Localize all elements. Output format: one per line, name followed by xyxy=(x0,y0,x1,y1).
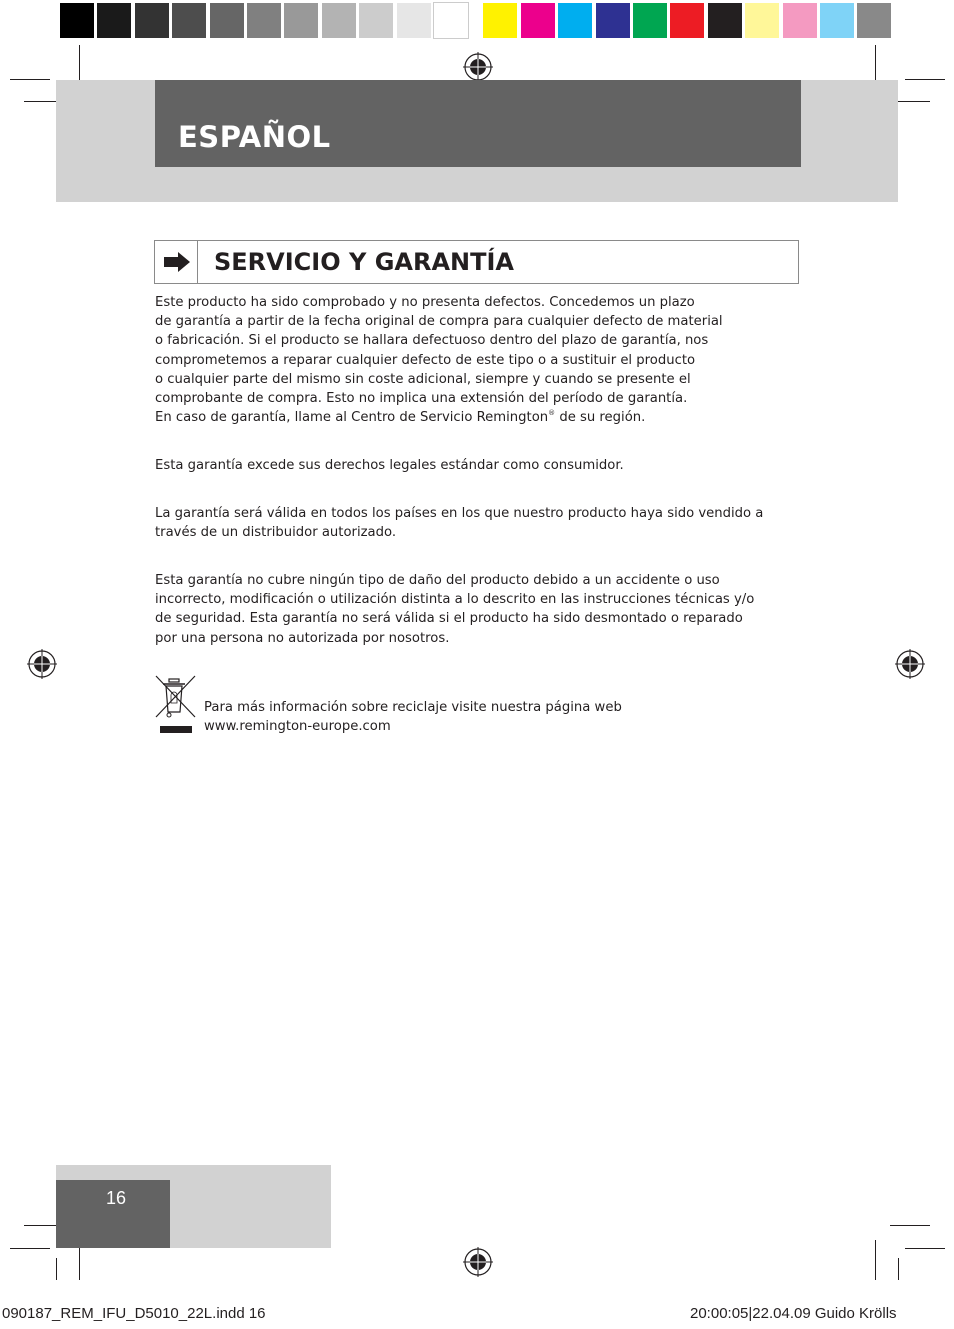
text-line: o cualquier parte del mismo sin coste adicional, siempre y cuando se presente el xyxy=(155,371,691,387)
recycling-info xyxy=(204,698,622,736)
crop-mark xyxy=(10,1248,50,1249)
color-swatch xyxy=(596,3,630,38)
color-swatch xyxy=(820,3,854,38)
registration-mark-icon xyxy=(462,51,494,83)
color-swatch xyxy=(434,3,468,38)
page-number: 16 xyxy=(106,1188,127,1208)
color-swatch xyxy=(97,3,131,38)
section-title: SERVICIO Y GARANTÍA xyxy=(214,248,514,276)
print-slug-timestamp: 20:00:05|22.04.09 Guido Krölls xyxy=(690,1305,897,1322)
color-swatch xyxy=(708,3,742,38)
text-line: Este producto ha sido comprobado y no presenta defectos. Concedemos un plazo xyxy=(155,295,695,310)
text-line: comprobante de compra. Esto no implica una extensión del período de garantía. xyxy=(155,391,688,407)
text-line: de seguridad. Esta garantía no será válida si el producto ha sido desmontado o reparado xyxy=(155,611,743,627)
crop-mark xyxy=(56,1258,57,1280)
crop-mark xyxy=(875,1240,876,1280)
color-swatch xyxy=(783,3,817,38)
crop-mark xyxy=(898,1258,899,1280)
color-swatch xyxy=(521,3,555,38)
section-arrow-box xyxy=(155,241,198,283)
text-line: comprometemos a reparar cualquier defecto de este tipo o a sustituir el producto xyxy=(155,352,696,368)
crop-mark xyxy=(905,79,945,80)
warranty-paragraph-4 xyxy=(155,571,795,648)
color-swatch xyxy=(483,3,517,38)
color-swatch xyxy=(670,3,704,38)
color-swatch xyxy=(210,3,244,38)
color-swatch xyxy=(558,3,592,38)
section-heading xyxy=(154,240,799,284)
color-swatch xyxy=(397,3,431,38)
color-swatch xyxy=(247,3,281,38)
language-title: ESPAÑOL xyxy=(178,120,331,154)
text-fragment: de su región. xyxy=(555,410,646,426)
crop-mark xyxy=(905,1248,945,1249)
color-calibration-bar xyxy=(58,0,898,40)
registration-mark-icon xyxy=(894,648,926,680)
color-swatch xyxy=(359,3,393,38)
text-line xyxy=(155,408,795,427)
color-swatch xyxy=(857,3,891,38)
registration-mark-icon xyxy=(26,648,58,680)
color-swatch xyxy=(322,3,356,38)
recycling-text: Para más información sobre reciclaje visite nuestra página web xyxy=(204,700,622,715)
color-swatch xyxy=(60,3,94,38)
registration-mark-icon xyxy=(462,1246,494,1278)
warranty-paragraph-3 xyxy=(155,504,795,542)
crop-mark xyxy=(890,1225,930,1226)
text-line: Esta garantía excede sus derechos legales estándar como consumidor. xyxy=(155,458,624,473)
text-fragment: En caso de garantía, llame al Centro de Servicio Remington xyxy=(155,410,549,426)
website-url: www.remington-europe.com xyxy=(204,719,391,735)
text-line: por una persona no autorizada por nosotros. xyxy=(155,630,450,646)
text-line: través de un distribuidor autorizado. xyxy=(155,525,397,541)
color-swatch xyxy=(172,3,206,38)
text-line: incorrecto, modificación o utilización distinta a lo descrito en las instrucciones técnicas y/o xyxy=(155,592,755,608)
registered-trademark: ® xyxy=(548,409,556,418)
print-slug-file: 090187_REM_IFU_D5010_22L.indd 16 xyxy=(2,1305,266,1322)
warranty-paragraph-2 xyxy=(155,456,795,475)
text-line: de garantía a partir de la fecha original de compra para cualquier defecto de material xyxy=(155,314,723,330)
warranty-paragraph-1 xyxy=(155,293,795,427)
right-arrow-icon xyxy=(164,252,190,272)
text-line: o fabricación. Si el producto se hallara defectuoso dentro del plazo de garantía, nos xyxy=(155,333,709,349)
color-swatch xyxy=(284,3,318,38)
color-swatch xyxy=(633,3,667,38)
color-swatch xyxy=(135,3,169,38)
crop-mark xyxy=(10,79,50,80)
text-line: Esta garantía no cubre ningún tipo de daño del producto debido a un accidente o uso xyxy=(155,573,720,588)
crossed-out-bin-icon xyxy=(155,675,197,735)
text-line: La garantía será válida en todos los países en los que nuestro producto haya sido vendido a xyxy=(155,506,764,521)
color-swatch xyxy=(745,3,779,38)
